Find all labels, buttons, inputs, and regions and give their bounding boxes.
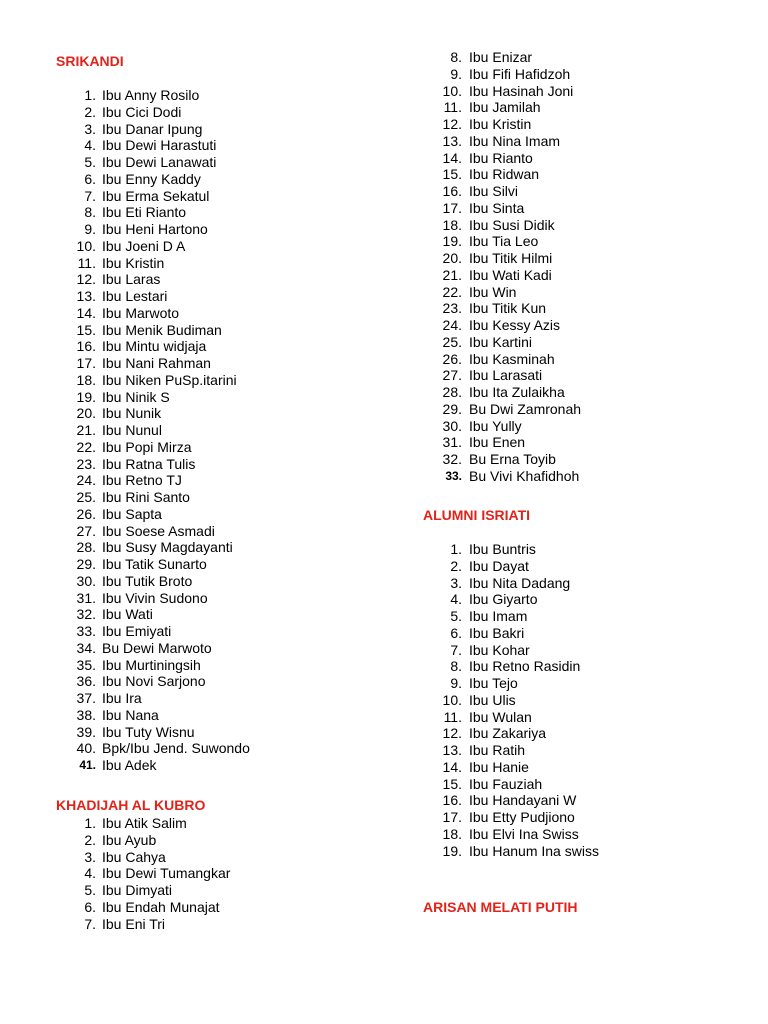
list-item-name: Ibu Dewi Lanawati (102, 154, 217, 170)
list-item-name: Ibu Handayani W (469, 792, 577, 809)
list-item-number: 39. (76, 723, 96, 740)
list-item-number: 41. (79, 758, 96, 772)
list-item-number: 31. (442, 434, 462, 451)
list-item-number: 19. (442, 233, 462, 250)
list-item-name: Ibu Tatik Sunarto (102, 556, 207, 572)
list-item-number: 17. (442, 199, 462, 216)
list-item-name: Ibu Tutik Broto (102, 572, 193, 589)
list-item-name: Ibu Kristin (469, 116, 532, 132)
list-item-name: Ibu Silvi (469, 183, 519, 199)
list-item-number: 2. (84, 831, 96, 848)
section-heading-srikandi: SRIKANDI (56, 53, 124, 69)
list-item-name: Ibu Atik Salim (102, 815, 187, 831)
list-item-name: Ibu Tia Leo (469, 233, 539, 250)
list-item-number: 6. (84, 898, 96, 915)
list-item-name: Ibu Adek (102, 757, 157, 773)
list-item-name: Ibu Niken PuSp.itarini (102, 371, 237, 388)
list-item-number: 22. (442, 283, 462, 300)
list-item-number: 19. (76, 388, 96, 405)
list-item-name: Ibu Yully (469, 417, 522, 434)
list-item-number: 11. (77, 254, 96, 271)
list-item-name: Ibu Rianto (469, 149, 533, 166)
list-item-name: Ibu Enizar (469, 49, 533, 65)
list-item-number: 11. (443, 99, 462, 116)
list-item-number: 35. (76, 656, 96, 673)
list-item-number: 28. (442, 384, 462, 400)
list-item-number: 6. (450, 624, 462, 641)
list-item-number: 5. (84, 154, 96, 170)
list-item-name: Ibu Enny Kaddy (102, 170, 201, 187)
list-item-number: 5. (84, 882, 96, 898)
list-item-number: 24. (76, 472, 96, 489)
list-item-name: Ibu Kristin (102, 254, 165, 271)
list-item-number: 15. (442, 166, 462, 183)
list-item-name: Ibu Kessy Azis (469, 317, 561, 333)
list-item-name: Ibu Murtiningsih (102, 656, 201, 673)
list-item-name: Ibu Kohar (469, 641, 530, 658)
list-item-number: 30. (442, 417, 462, 434)
list-item-number: 4. (84, 137, 96, 154)
list-item-name: Ibu Ninik S (102, 388, 170, 405)
list-item-number: 13. (442, 742, 462, 758)
list-item-number: 7. (450, 641, 462, 658)
list-item-name: Ibu Zakariya (469, 725, 547, 742)
list-item-name: Ibu Wati Kadi (469, 266, 552, 283)
list-item-name: Ibu Etty Pudjiono (469, 809, 575, 825)
list-item-number: 16. (442, 792, 462, 809)
list-item-name: Ibu Bakri (469, 624, 525, 641)
list-item-number: 23. (442, 300, 462, 317)
list-item-name: Ibu Wati (102, 606, 153, 623)
list-item-name: Ibu Nunul (102, 422, 162, 438)
list-item-name: Ibu Joeni D A (102, 237, 186, 254)
list-item-number: 1. (84, 87, 96, 103)
list-item-number: 31. (76, 589, 96, 606)
list-item-name: Ibu Laras (102, 271, 161, 288)
list-item-name: Ibu Hanum Ina swiss (469, 842, 599, 859)
list-item-name: Ibu Lestari (102, 288, 168, 304)
list-item-name: Ibu Menik Budiman (102, 321, 222, 338)
list-item-number: 33. (445, 468, 462, 483)
list-item-number: 9. (450, 675, 462, 691)
list-item-name: Ibu Ita Zulaikha (469, 384, 565, 400)
list-item-name: Ibu Erma Sekatul (102, 187, 210, 204)
list-item-number: 5. (450, 608, 462, 624)
list-item-number: 12. (442, 725, 462, 742)
list-item-name: Ibu Win (469, 283, 517, 300)
list-item-name: Ibu Endah Munajat (102, 898, 220, 915)
list-item-number: 30. (76, 572, 96, 589)
list-item-number: 1. (84, 815, 96, 831)
list-item-name: Ibu Imam (469, 608, 528, 624)
list-item-name: Ibu Fauziah (469, 775, 543, 792)
list-item-number: 32. (442, 451, 462, 467)
list-item-number: 9. (450, 65, 462, 82)
list-item-number: 16. (442, 183, 462, 199)
list-item-name: Ibu Danar Ipung (102, 120, 203, 137)
list-item-name: Ibu Titik Hilmi (469, 250, 553, 266)
list-item-number: 29. (76, 556, 96, 572)
list-item-number: 12. (442, 116, 462, 132)
list-item-name: Ibu Fifi Hafidzoh (469, 65, 571, 82)
list-item-number: 12. (76, 271, 96, 288)
list-item-number: 10. (442, 691, 462, 708)
list-item-number: 21. (442, 266, 462, 283)
list-item-number: 25. (76, 489, 96, 505)
list-item-name: Ibu Heni Hartono (102, 221, 208, 237)
list-item-number: 14. (442, 758, 462, 775)
list-item-number: 26. (442, 350, 462, 367)
list-item-number: 8. (450, 658, 462, 675)
list-item-name: Ibu Tuty Wisnu (102, 723, 195, 740)
list-item-name: Ibu Retno Rasidin (469, 658, 581, 675)
list-item-number: 29. (442, 400, 462, 417)
list-item-number: 8. (84, 204, 96, 221)
list-item-name: Ibu Jamilah (469, 99, 541, 116)
list-item-number: 17. (76, 355, 96, 371)
list-item-number: 15. (76, 321, 96, 338)
list-item-name: Ibu Popi Mirza (102, 438, 192, 455)
list-item-name: Ibu Mintu widjaja (102, 338, 207, 355)
list-item-name: Ibu Elvi Ina Swiss (469, 825, 579, 842)
list-item-number: 38. (76, 706, 96, 723)
list-item-number: 36. (76, 673, 96, 690)
list-item-number: 1. (450, 541, 462, 557)
list-item-name: Ibu Cahya (102, 848, 166, 865)
list-item-name: Ibu Ira (102, 690, 142, 706)
section-heading-alumni-isriati: ALUMNI ISRIATI (423, 507, 531, 523)
list-item-number: 24. (442, 317, 462, 333)
list-item-number: 4. (84, 865, 96, 882)
list-item-number: 19. (442, 842, 462, 859)
list-item-name: Ibu Giyarto (469, 591, 538, 608)
list-item-name: Ibu Novi Sarjono (102, 673, 206, 690)
list-item-name: Ibu Marwoto (102, 304, 180, 321)
list-item-name: Ibu Enen (469, 434, 526, 451)
list-item-name: Ibu Dimyati (102, 882, 173, 898)
list-item-number: 4. (450, 591, 462, 608)
list-item-number: 8. (450, 49, 462, 65)
list-item-name: Ibu Nana (102, 706, 159, 723)
list-item-name: Ibu Nani Rahman (102, 355, 211, 371)
list-item-name: Ibu Wulan (469, 708, 532, 725)
list-item-number: 14. (442, 149, 462, 166)
list-item-name: Ibu Sinta (469, 199, 525, 216)
list-item-name: Ibu Soese Asmadi (102, 522, 215, 539)
section-heading-arisan-melati-putih: ARISAN MELATI PUTIH (423, 899, 578, 915)
list-item-number: 11. (443, 708, 462, 725)
list-item-name: Ibu Ulis (469, 691, 516, 708)
list-item-name: Ibu Susy Magdayanti (102, 539, 233, 556)
list-item-number: 18. (442, 825, 462, 842)
list-item-number: 7. (84, 915, 96, 932)
list-item-name: Ibu Nita Dadang (469, 574, 571, 591)
list-item-name: Bu Vivi Khafidhoh (469, 467, 580, 484)
list-item-number: 13. (76, 288, 96, 304)
list-item-number: 32. (76, 606, 96, 623)
list-item-number: 34. (76, 639, 96, 656)
list-item-name: Ibu Titik Kun (469, 300, 547, 317)
list-item-number: 28. (76, 539, 96, 556)
list-item-number: 21. (76, 422, 96, 438)
list-item-number: 15. (442, 775, 462, 792)
list-item-name: Ibu Susi Didik (469, 216, 555, 233)
list-item-number: 18. (76, 371, 96, 388)
list-item-name: Ibu Kasminah (469, 350, 555, 367)
list-item-number: 9. (84, 221, 96, 237)
list-item-number: 27. (442, 367, 462, 384)
list-item-number: 22. (76, 438, 96, 455)
list-item-name: Ibu Buntris (469, 541, 536, 557)
list-item-number: 10. (76, 237, 96, 254)
list-item-number: 37. (76, 690, 96, 706)
list-item-number: 7. (84, 187, 96, 204)
list-item-name: Ibu Nina Imam (469, 132, 561, 149)
list-item-number: 26. (76, 505, 96, 522)
list-item-name: Bu Erna Toyib (469, 451, 556, 467)
list-item-name: Bpk/Ibu Jend. Suwondo (102, 740, 250, 757)
list-item-name: Ibu Eni Tri (102, 915, 166, 932)
section-heading-khadijah: KHADIJAH AL KUBRO (56, 797, 206, 813)
list-item-number: 18. (442, 216, 462, 233)
list-item-number: 25. (442, 333, 462, 350)
list-item-number: 6. (84, 170, 96, 187)
list-item-number: 10. (442, 82, 462, 99)
list-item-name: Ibu Larasati (469, 367, 543, 384)
list-item-name: Bu Dewi Marwoto (102, 639, 212, 656)
list-item-name: Ibu Dewi Harastuti (102, 137, 217, 154)
list-item-number: 3. (84, 120, 96, 137)
list-item-name: Ibu Hanie (469, 758, 529, 775)
list-item-name: Ibu Rini Santo (102, 489, 190, 505)
list-item-number: 17. (442, 809, 462, 825)
list-item-number: 27. (76, 522, 96, 539)
list-item-number: 3. (84, 848, 96, 865)
list-item-name: Ibu Emiyati (102, 623, 172, 639)
list-item-name: Ibu Ridwan (469, 166, 540, 183)
list-item-name: Ibu Hasinah Joni (469, 82, 574, 99)
list-item-name: Bu Dwi Zamronah (469, 400, 582, 417)
list-item-name: Ibu Sapta (102, 505, 162, 522)
list-item-name: Ibu Eti Rianto (102, 204, 187, 221)
list-item-name: Ibu Tejo (469, 675, 518, 691)
list-item-number: 3. (450, 574, 462, 591)
list-item-number: 20. (442, 250, 462, 266)
list-item-name: Ibu Ratna Tulis (102, 455, 196, 472)
list-item-name: Ibu Dayat (469, 557, 529, 574)
list-item-number: 20. (76, 405, 96, 422)
list-item-number: 2. (84, 103, 96, 120)
list-item-name: Ibu Cici Dodi (102, 103, 182, 120)
list-item-name: Ibu Dewi Tumangkar (102, 865, 231, 882)
list-item-number: 2. (450, 557, 462, 574)
list-item-name: Ibu Nunik (102, 405, 162, 422)
list-item-name: Ibu Retno TJ (102, 472, 182, 489)
list-item-number: 23. (76, 455, 96, 472)
list-item-name: Ibu Anny Rosilo (102, 87, 200, 103)
list-item-number: 14. (76, 304, 96, 321)
list-item-name: Ibu Ayub (102, 831, 157, 848)
list-item-name: Ibu Kartini (469, 333, 533, 350)
list-item-name: Ibu Ratih (469, 742, 526, 758)
list-item-name: Ibu Vivin Sudono (102, 589, 208, 606)
list-item-number: 16. (76, 338, 96, 355)
list-item-number: 40. (76, 740, 96, 757)
list-item-number: 13. (442, 132, 462, 149)
list-item-number: 33. (76, 623, 96, 639)
